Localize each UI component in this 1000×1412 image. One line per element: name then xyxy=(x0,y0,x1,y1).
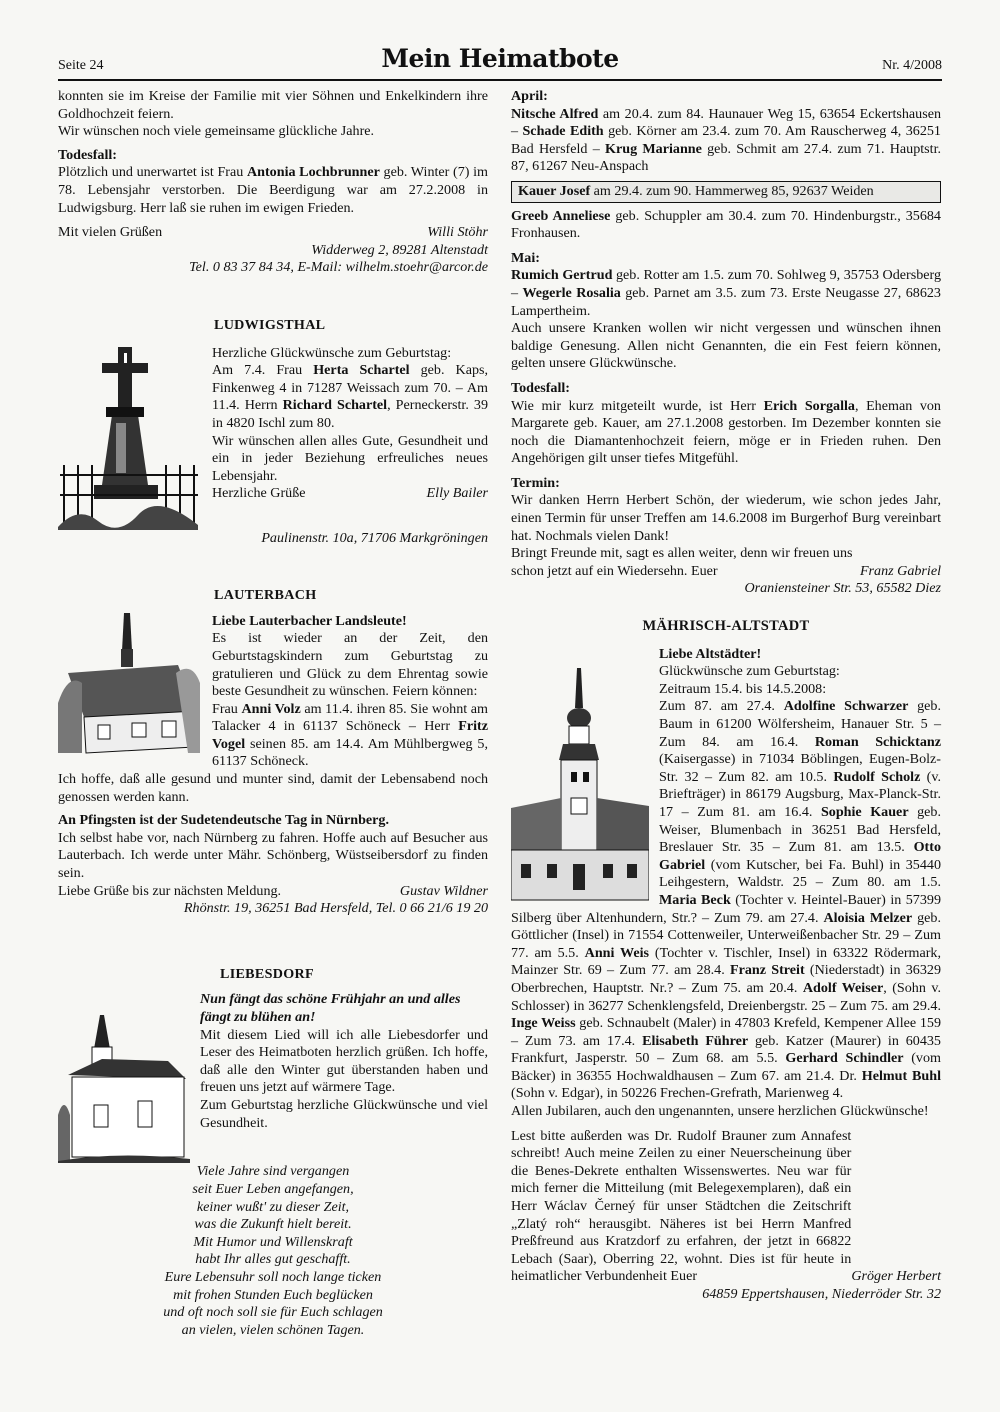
altstadt-salutation: Liebe Altstädter! xyxy=(659,645,762,662)
wayside-cross-illustration xyxy=(58,345,200,530)
jubilar-name: Anni Weis xyxy=(584,944,650,961)
header-rule xyxy=(58,79,942,81)
signature-wildner-address: Rhönstr. 19, 36251 Bad Hersfeld, Tel. 0 66 21/6 19 20 xyxy=(183,900,488,917)
liebesdorf-body: Mit diesem Lied will ich alle Liebesdorfer und Leser des Heimatboten herzlich grüßen. Ich hoffe, daß alle den Winter gut überstanden haben und freuen uns jetzt auf wärmere Tage. xyxy=(200,1026,488,1096)
jubilar-details: geb. Schnaubelt (Maler) in 47803 Krefeld, Kempener Allee 159 – Zum 73. am 17.4. xyxy=(511,1015,941,1049)
section-title-ludwigsthal: LUDWIGSTHAL xyxy=(214,316,326,333)
section-title-altstadt: MÄHRISCH-ALTSTADT xyxy=(642,618,810,635)
jubilar-details: (Tochter v. Tischler, Insel) in 63322 Rödermark, Mainzer Str. 69 – Zum 77. am 28.4. xyxy=(511,944,941,979)
signature-groeger-address: 64859 Eppertshausen, Niederröder Str. 32 xyxy=(702,1286,941,1302)
jubilar-details: (Sohn v. Edgar), in 50226 Frechen-Grefrath, Marienweg 4. xyxy=(511,1085,844,1102)
ludwigsthal-birthdays: Am 7.4. Frau Herta Schartel geb. Kaps, Finkenweg 4 in 71287 Weissach zum 70. – Am 11.4. Herrn Richard Schartel, Perneckerstr. 39 in 4820 Ischl zum 80. xyxy=(212,362,489,431)
page-number: Seite 24 xyxy=(58,58,104,73)
jubilar-details: (v. Briefträger) in 86179 Augsburg, Max-Planck-Str. 17 – Zum 81. am 16.4. xyxy=(659,768,942,820)
jubilar-details: (vom Bäcker) in 36355 Hochwaldhausen – Zum 67. am 21.4. Dr. xyxy=(511,1050,941,1084)
signature-groeger: Gröger Herbert xyxy=(851,1268,941,1285)
jubilar-details: (Niederstadt) in 36329 Oberbrechen, Hauptstr. Nr.? – Zum 75. am 20.4. xyxy=(511,962,941,996)
termin-text-2-row: Bringt Freunde mit, sagt es allen weiter, denn wir freuen uns schon jetzt auf ein Wiedersehn. Euer Franz Gabriel xyxy=(511,545,941,579)
jubilar-details: geb. Baum in 61200 Wölfersheim, Hanauer Str. 5 – Zum 84. am 16.4. xyxy=(659,698,941,750)
ludwigsthal-intro: Herzliche Glückwünsche zum Geburtstag: xyxy=(212,344,452,361)
mai-birthdays: Rumich Gertrud geb. Rotter am 1.5. zum 70. Sohlweg 9, 35753 Odersberg – Wegerle Rosalia geb. Parnet am 3.5. zum 73. Erste Neugasse 27, 68623 Lampertheim. xyxy=(511,267,942,319)
town-hall-tower-illustration xyxy=(511,668,649,903)
jubilar-details: geb. Weiser, Blumenbach in 36251 Bad Hersfeld, Breslauer Str. 35 – Zum 81. am 13.5. xyxy=(659,803,941,856)
highlight-box-kauer: Kauer Josef am 29.4. zum 90. Hammerweg 85, 92637 Weiden xyxy=(511,181,941,203)
jubilar-name: Roman Schicktanz xyxy=(814,733,941,750)
signature-address: Widderweg 2, 89281 Altenstadt xyxy=(311,241,488,258)
signature-wildner: Liebe Grüße bis zur nächsten Meldung. Gustav Wildner xyxy=(58,882,488,899)
todesfall-text: Plötzlich und unerwartet ist Frau Antonia Lochbrunner geb. Winter (7) im 78. Lebensjahr verstorben. Die Beerdigung war am 27.2.2008 in Ludwigsburg. Herr laß sie ruhen im ewigen Frieden. xyxy=(58,164,488,216)
signature-bailer-address: Paulinenstr. 10a, 71706 Markgröningen xyxy=(261,529,488,546)
chapel-illustration xyxy=(58,1015,190,1163)
todesfall-heading-right: Todesfall: xyxy=(511,379,570,396)
altstadt-closing-block xyxy=(511,1128,941,1304)
pfingsten-text: Ich selbst habe vor, nach Nürnberg zu fahren. Hoffe auch auf Besucher aus Lauterbach. Ich werde unter Mähr. Schönberg, Wüstseibersdorf zu finden sein. xyxy=(58,829,488,882)
jubilar-name: Adolf Weiser xyxy=(802,979,884,996)
mai-sick-wishes: Auch unsere Kranken wollen wir nicht vergessen und wünschen ihnen baldige Genesung. Allen nicht Genannten, die ein Fest feiern können, gelten unsere Glückwünsche. xyxy=(511,320,941,372)
village-house-illustration xyxy=(58,613,200,755)
poem-line: was die Zukunft hielt bereit. xyxy=(194,1216,352,1233)
jubilar-details: geb. Katzer (Maurer) in 60435 Frankfurt, Jasperstr. 50 – Zum 68. am 5.5. xyxy=(511,1032,941,1067)
altstadt-period: Zeitraum 15.4. bis 14.5.2008: xyxy=(659,680,827,697)
poem-line: Viele Jahre sind vergangen xyxy=(196,1163,350,1180)
left-column xyxy=(58,88,488,1339)
april-birthdays-2: Greeb Anneliese geb. Schuppler am 30.4. zum 70. Hindenburgstr., 35684 Fronhausen. xyxy=(511,207,941,242)
lauterbach-salutation: Liebe Lauterbacher Landsleute! xyxy=(212,612,407,629)
signature-stoehr: Mit vielen Grüßen Willi Stöhr xyxy=(58,224,488,241)
jubilar-name: Sophie Kauer xyxy=(820,803,909,820)
poem-line: mit frohen Stunden Euch beglücken xyxy=(173,1286,373,1303)
liebesdorf-headline: Nun fängt das schöne Frühjahr an und alles fängt zu blühen an! xyxy=(200,991,461,1025)
april-birthdays: Nitsche Alfred am 20.4. zum 84. Haunauer Weg 15, 63654 Eckertshausen – Schade Edith geb. Körner am 23.4. zum 70. Am Rauscherweg 4, 36251 Bad Hersfeld – Krug Marianne geb. Schmit am 27.4. zum 71. Hauptstr. 87, 61267 Neu-Anspach xyxy=(511,105,942,175)
intro-line-1: konnten sie im Kreise der Familie mit vier Söhnen und Enkelkindern ihre Goldhochzeit feiern. xyxy=(58,88,488,122)
liebesdorf-wish: Zum Geburtstag herzliche Glückwünsche und viel Gesundheit. xyxy=(200,1096,488,1131)
pfingsten-heading: An Pfingsten ist der Sudetendeutsche Tag in Nürnberg. xyxy=(58,812,389,829)
lauterbach-hope: Ich hoffe, daß alle gesund und munter sind, damit der Lebensabend noch genossen werden kann. xyxy=(58,771,488,805)
poem-line: keiner wußt' zu dieser Zeit, xyxy=(196,1198,350,1215)
intro-line-2: Wir wünschen noch viele gemeinsame glückliche Jahre. xyxy=(58,123,375,140)
mai-heading: Mai: xyxy=(511,249,540,266)
altstadt-all-wishes: Allen Jubilaren, auch den ungenannten, unsere herzlichen Glückwünsche! xyxy=(511,1103,929,1120)
poem-line: und oft noch soll sie für Euch schlagen xyxy=(163,1304,383,1321)
jubilar-details: (vom Kutscher, bei Fa. Buhl) in 35440 Leihgestern, Waldstr. 25 – Zum 80. am 1.5. xyxy=(659,856,941,891)
signature-bailer: Herzliche Grüße Elly Bailer xyxy=(212,485,488,502)
jubilar-name: Aloisia Melzer xyxy=(823,909,913,926)
todesfall-heading: Todesfall: xyxy=(58,146,117,163)
jubilar-details: Zum 87. am 27.4. xyxy=(659,698,784,715)
jubilar-name: Adolfine Schwarzer xyxy=(783,698,909,715)
signature-gabriel: Franz Gabriel xyxy=(859,562,941,579)
birthday-poem xyxy=(58,1163,488,1339)
poem-line: seit Euer Leben angefangen, xyxy=(192,1181,354,1197)
todesfall-sorgalla: Wie mir kurz mitgeteilt wurde, ist Herr Erich Sorgalla, Eheman von Margarete geb. Kauer, am 27.1.2008 gestorben. Im Dezember konnten sie noch die Diamantenhochzeit feiern, möge er in Frieden ruhen. Den Angehörigen gilt unser tiefes Mitgefühl. xyxy=(511,397,941,467)
termin-heading: Termin: xyxy=(511,474,560,491)
jubilar-details: (Kaisergasse) in 71034 Böblingen, Eugen-Bolz-Str. 32 – Zum 82. am 10.5. xyxy=(659,751,941,785)
jubilar-name: Gerhard Schindler xyxy=(785,1050,904,1067)
masthead-logo: Mein Heimatbote xyxy=(381,44,619,73)
ludwigsthal-wish: Wir wünschen allen alles Gute, Gesundheit und ein in jeder Beziehung erfreuliches neues Lebensjahr. xyxy=(212,432,488,484)
lauterbach-birthdays: Frau Anni Volz am 11.4. ihren 85. Sie wohnt am Talacker 4 in 61137 Schöneck – Herr Fritz Vogel seinen 85. am 14.4. Am Mühlbergweg 5, 61137 Schöneck. xyxy=(212,700,488,770)
jubilar-name: Franz Streit xyxy=(730,962,805,979)
poem-line: Mit Humor und Willenskraft xyxy=(193,1233,353,1250)
termin-text-1: Wir danken Herrn Herbert Schön, der wiederum, wie schon jedes Jahr, einen Termin für unser Treffen am 14.6.2008 im Burgerhof Burg vereinbart hat. Nochmals vielen Dank! xyxy=(511,492,941,544)
altstadt-closing: Lest bitte außerden was Dr. Rudolf Brauner zum Annafest schreibt! Auch meine Zeilen zu einer Neuerscheinung über die Benes-Dekrete enthalten Wissenswertes. Neu war für mich ferner die Mitteilung (mit Belegexemplaren), daß ein Herr Wáclav Černeý für unser Städtchen die Zeitschrift „Zlatý roh“ herausgibt. Näheres ist bei Herrn Manfred Preßfreund aus Kratzdorf zu erfahren, der jetzt in 66822 Lebach (Saar), Oberring 22, wohnt. Dies ist für heute in heimatlicher Verbundenheit Euer xyxy=(511,1127,852,1285)
jubilar-name: Elisabeth Führer xyxy=(642,1032,749,1049)
jubilar-name: Maria Beck xyxy=(659,891,731,908)
right-column xyxy=(511,88,941,1304)
jubilar-name: Helmut Buhl xyxy=(861,1067,941,1084)
signature-name: Willi Stöhr xyxy=(427,224,488,241)
jubilar-details: , (Sohn v. Schlosser) in 36277 Schenklengsfeld, Dreienbergstr. 25 – Zum 75. am 29.4. xyxy=(511,979,941,1014)
section-title-liebesdorf: LIEBESDORF xyxy=(220,965,314,982)
issue-number: Nr. 4/2008 xyxy=(882,58,942,73)
poem-line: an vielen, vielen schönen Tagen. xyxy=(181,1321,365,1338)
jubilar-details: (Tochter v. Heintel-Bauer) in 57399 Silberg über Altenhundern, Str.? – Zum 79. am 27.4. xyxy=(511,891,941,926)
section-title-lauterbach: LAUTERBACH xyxy=(214,587,317,604)
jubilar-details: geb. Göttlicher (Insel) in 71554 Cottenweiler, Unterweißenbacher Str. 29 – Zum 77. am 5.5. xyxy=(511,909,941,961)
signature-gabriel-address: Oraniensteiner Str. 53, 65582 Diez xyxy=(744,580,941,597)
jubilar-name: Otto Gabriel xyxy=(659,839,941,873)
lauterbach-intro: Es ist wieder an der Zeit, den Geburtstagskindern zum Geburtstag zu gratulieren und Glück zu dem Ehrentag sowie beste Gesundheit zu wünschen. Feiern können: xyxy=(212,630,488,700)
signature-contact: Tel. 0 83 37 84 34, E-Mail: wilhelm.stoehr@arcor.de xyxy=(189,259,488,276)
april-heading: April: xyxy=(511,88,548,104)
altstadt-intro: Glückwünsche zum Geburtstag: xyxy=(659,663,840,680)
poem-line: habt Ihr alles gut geschafft. xyxy=(195,1251,351,1268)
jubilar-name: Inge Weiss xyxy=(511,1015,576,1032)
jubilar-name: Rudolf Scholz xyxy=(833,768,921,785)
poem-line: Eure Lebensuhr soll noch lange ticken xyxy=(164,1268,382,1285)
page-header xyxy=(58,44,942,80)
